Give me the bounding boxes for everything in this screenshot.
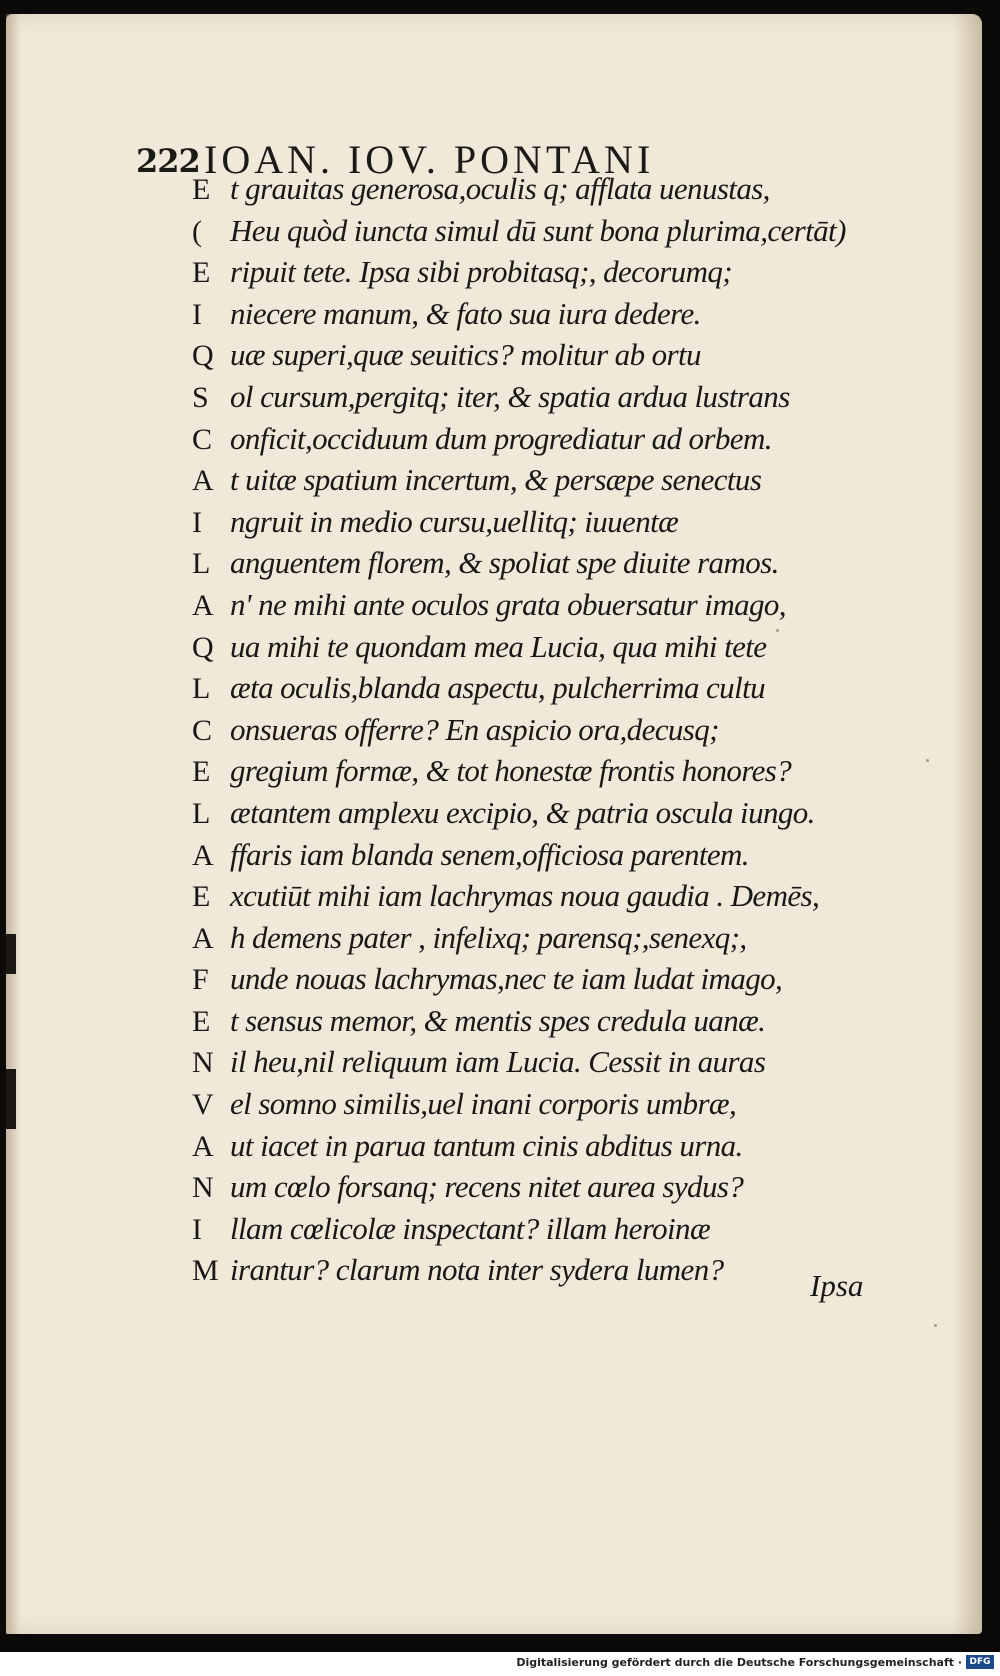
verse-initial: I — [192, 1212, 202, 1246]
verse-text: Heu quòd iuncta simul dū sunt bona plurima,certāt) — [230, 212, 846, 248]
verse-initial: E — [192, 880, 211, 914]
verse-line — [192, 1000, 892, 1042]
verse-text: llam cœlicolæ inspectant? illam heroinæ — [230, 1210, 711, 1246]
verse-text: ætantem amplexu excipio, & patria oscula iungo. — [230, 794, 815, 830]
paper-speck — [934, 1324, 937, 1327]
verse-line — [192, 584, 892, 626]
verse-initial: ( — [192, 214, 202, 248]
verse-initial: V — [192, 1088, 214, 1122]
verse-initial: A — [192, 1129, 214, 1163]
verse-initial: A — [192, 464, 214, 498]
verse-text: el somno similis,uel inani corporis umbræ, — [230, 1086, 737, 1122]
verse-line — [192, 334, 892, 376]
verse-list — [192, 168, 892, 1291]
verse-line — [192, 1083, 892, 1125]
verse-text: onsueras offerre? En aspicio ora,decusq; — [230, 711, 719, 747]
verse-text: ripuit tete. Ipsa sibi probitasq;, decorumq; — [230, 254, 732, 290]
page-number: 222 — [136, 142, 200, 180]
verse-text: t uitæ spatium incertum, & persæpe senectus — [230, 462, 762, 498]
verse-initial: L — [192, 672, 211, 706]
verse-initial: Q — [192, 630, 214, 664]
verse-text: anguentem florem, & spoliat spe diuite ramos. — [230, 545, 779, 581]
verse-text: uæ superi,quæ seuitics? molitur ab ortu — [230, 337, 701, 373]
verse-initial: E — [192, 1004, 211, 1038]
verse-text: t sensus memor, & mentis spes credula uanæ. — [230, 1002, 766, 1038]
paper-speck — [926, 759, 929, 762]
verse-line — [192, 667, 892, 709]
verse-text: unde nouas lachrymas,nec te iam ludat imago, — [230, 961, 783, 997]
verse-line — [192, 168, 892, 210]
verse-initial: C — [192, 422, 213, 456]
verse-text: xcutiūt mihi iam lachrymas noua gaudia . Demēs, — [230, 878, 820, 914]
verse-initial: S — [192, 380, 209, 414]
verse-initial: N — [192, 1046, 214, 1080]
verse-text: ffaris iam blanda senem,officiosa parentem. — [230, 836, 749, 872]
verse-initial: C — [192, 713, 213, 747]
verse-line — [192, 626, 892, 668]
footer-bar — [0, 1652, 1000, 1676]
verse-line — [192, 501, 892, 543]
digitization-credit: Digitalisierung gefördert durch die Deutsche Forschungsgemeinschaft · — [516, 1656, 962, 1669]
verse-line — [192, 210, 892, 252]
page-gutter-shadow — [952, 14, 982, 1634]
verse-text: um cœlo forsanq; recens nitet aurea sydus? — [230, 1169, 744, 1205]
running-head: IOAN. IOV. PONTANI — [204, 137, 655, 182]
verse-line — [192, 792, 892, 834]
binding-mark — [6, 1069, 16, 1129]
verse-initial: N — [192, 1171, 214, 1205]
verse-text: irantur? clarum nota inter sydera lumen? — [230, 1252, 724, 1288]
verse-line — [192, 875, 892, 917]
verse-text: il heu,nil reliquum iam Lucia. Cessit in auras — [230, 1044, 766, 1080]
verse-initial: Q — [192, 339, 214, 373]
verse-line — [192, 750, 892, 792]
verse-text: onficit,occiduum dum progrediatur ad orbem. — [230, 420, 772, 456]
verse-line — [192, 958, 892, 1000]
dfg-logo: DFG — [966, 1655, 994, 1669]
binding-mark — [6, 934, 16, 974]
verse-initial: L — [192, 547, 211, 581]
verse-line — [192, 293, 892, 335]
verse-initial: E — [192, 173, 211, 206]
verse-text: æta oculis,blanda aspectu, pulcherrima cultu — [230, 670, 765, 706]
verse-text: ol cursum,pergitq; iter, & spatia ardua lustrans — [230, 378, 790, 414]
verse-text: n' ne mihi ante oculos grata obuersatur imago, — [230, 586, 786, 622]
verse-line — [192, 376, 892, 418]
verse-line — [192, 1249, 892, 1291]
verse-text: t grauitas generosa,oculis q; afflata uenustas, — [230, 171, 770, 206]
page-left-edge — [6, 14, 20, 1634]
verse-line — [192, 418, 892, 460]
verse-line — [192, 1166, 892, 1208]
verse-line — [192, 1208, 892, 1250]
verse-text: ngruit in medio cursu,uellitq; iuuentæ — [230, 503, 679, 539]
verse-text: ua mihi te quondam mea Lucia, qua mihi tete — [230, 628, 767, 664]
verse-line — [192, 1041, 892, 1083]
verse-text: h demens pater , infelixq; parensq;,senexq;, — [230, 919, 747, 955]
verse-text: niecere manum, & fato sua iura dedere. — [230, 295, 701, 331]
verse-line — [192, 251, 892, 293]
verse-initial: A — [192, 838, 214, 872]
verse-line — [192, 709, 892, 751]
verse-initial: E — [192, 256, 211, 290]
verse-text: gregium formæ, & tot honestæ frontis honores? — [230, 753, 792, 789]
verse-initial: F — [192, 963, 209, 997]
verse-line — [192, 834, 892, 876]
verse-line — [192, 917, 892, 959]
verse-text: ut iacet in parua tantum cinis abditus urna. — [230, 1127, 743, 1163]
verse-line — [192, 542, 892, 584]
verse-initial: E — [192, 755, 211, 789]
verse-initial: I — [192, 297, 202, 331]
verse-initial: A — [192, 588, 214, 622]
verse-initial: M — [192, 1254, 219, 1288]
verse-initial: A — [192, 921, 214, 955]
verse-initial: I — [192, 505, 202, 539]
verse-line — [192, 1125, 892, 1167]
verse-initial: L — [192, 796, 211, 830]
verse-line — [192, 459, 892, 501]
catchword: Ipsa — [810, 1268, 864, 1303]
